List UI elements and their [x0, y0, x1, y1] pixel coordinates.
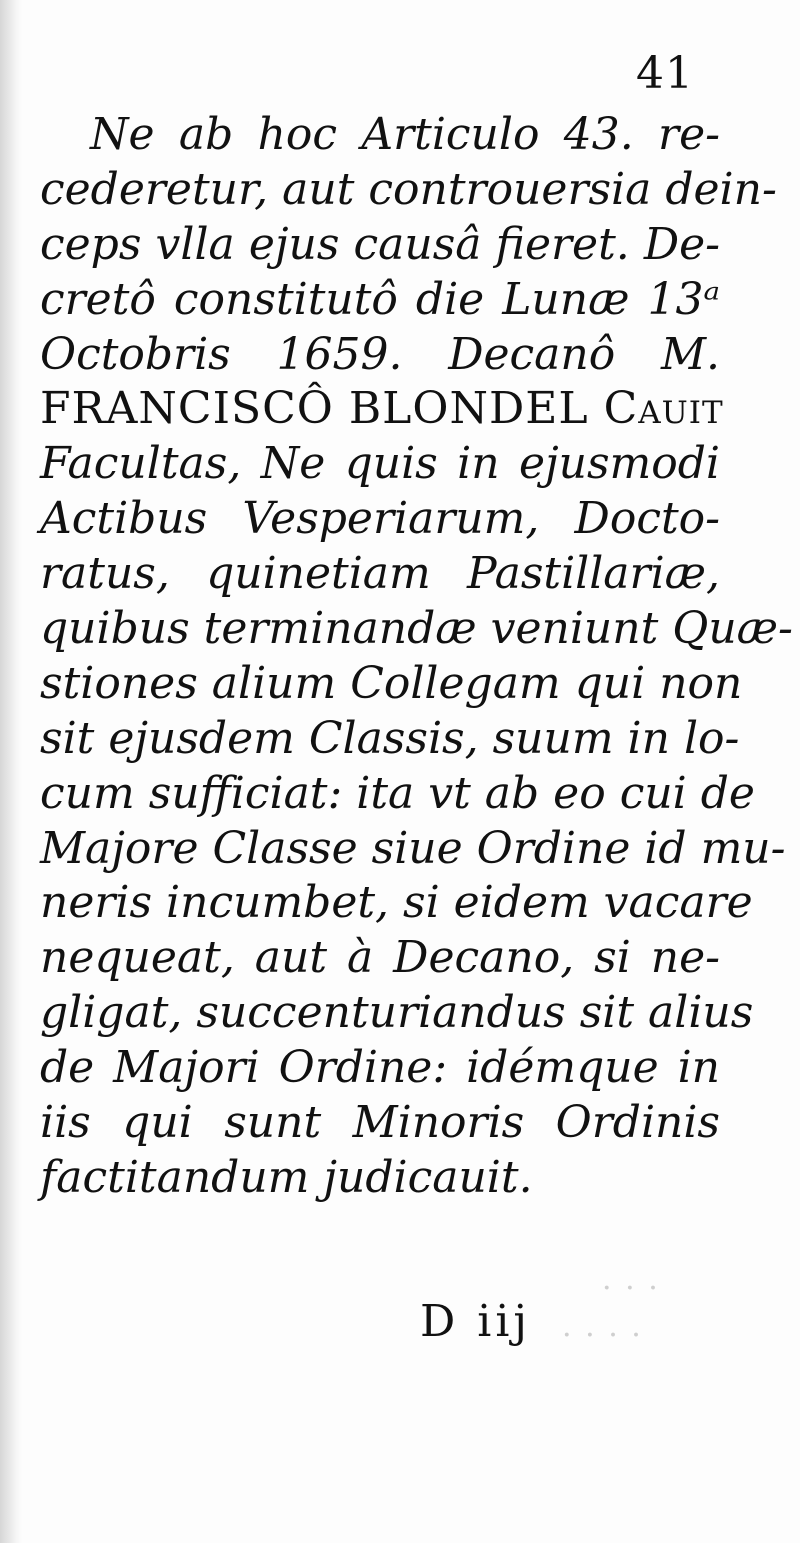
text-line: gligat, succenturiandus sit alius: [40, 987, 754, 1039]
show-through-ink: · · · ·: [560, 1318, 641, 1353]
text-line: iis qui sunt Minoris Ordinis: [40, 1097, 720, 1149]
text-line: Octobris 1659. Decanô M.: [40, 328, 720, 380]
signature-mark: D iij: [420, 1296, 532, 1347]
text-line: factitandum judicauit.: [40, 1151, 533, 1203]
page-number: 41: [636, 48, 694, 99]
text-line: Facultas, Ne quis in ejusmodi: [40, 438, 720, 490]
text-line: neris incumbet, si eidem vacare: [40, 877, 753, 929]
text-line: de Majori Ordine: idémque in: [40, 1042, 720, 1094]
text-line: nequeat, aut à Decano, si ne-: [40, 932, 720, 984]
text-line: ratus, quinetiam Pastillariæ,: [40, 548, 720, 600]
binding-gutter-shadow: [0, 0, 22, 1543]
text-line: ceps vlla ejus causâ fieret. De-: [40, 218, 720, 270]
text-line: cederetur, aut controuersia dein-: [40, 163, 777, 215]
text-line: Majore Classe siue Ordine id mu-: [40, 822, 786, 874]
text-line: sit ejusdem Classis, suum in lo-: [40, 712, 740, 764]
text-line: stiones alium Collegam qui non: [40, 657, 743, 709]
text-line: Actibus Vesperiarum, Docto-: [40, 493, 720, 545]
text-line: cum sufficiat: ita vt ab eo cui de: [40, 767, 755, 819]
body-text: [40, 108, 793, 1206]
show-through-ink: . . .: [600, 1262, 658, 1297]
text-line: cretô constitutô die Lunæ 13ᵃ: [40, 273, 720, 325]
text-line: quibus terminandæ veniunt Quæ-: [40, 603, 793, 655]
text-line: FRANCISCÔ BLONDEL Cauit: [40, 383, 724, 435]
text-line: Ne ab hoc Articulo 43. re-: [90, 109, 720, 160]
